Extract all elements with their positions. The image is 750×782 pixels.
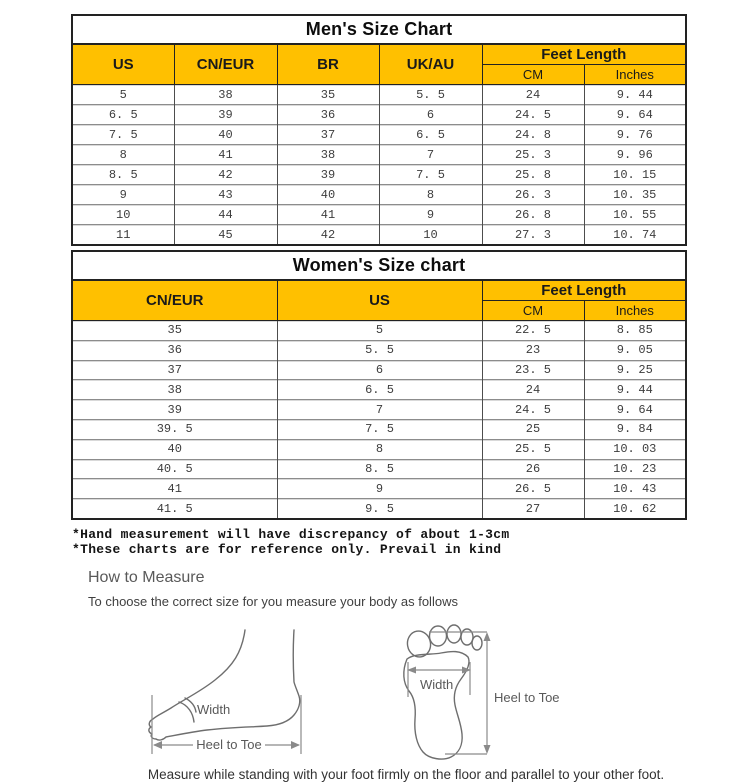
table-row	[72, 360, 686, 380]
bottom-length-label: Heel to Toe	[494, 689, 560, 705]
size-value-cell: 40	[174, 125, 277, 145]
table-row	[72, 340, 686, 360]
foot-side-view-diagram	[145, 618, 325, 760]
disclaimer-notes	[72, 527, 750, 558]
side-length-label: Heel to Toe	[196, 736, 262, 752]
size-value-cell: 6. 5	[72, 105, 174, 125]
size-value-cell: 37	[277, 125, 379, 145]
size-value-cell: 9	[72, 185, 174, 205]
size-value-cell: 7. 5	[277, 419, 482, 439]
size-value-cell: 42	[174, 165, 277, 185]
size-value-cell: 7	[277, 400, 482, 420]
size-value-cell: 25	[482, 419, 584, 439]
size-value-cell: 41	[174, 145, 277, 165]
size-value-cell: 39. 5	[72, 419, 277, 439]
size-value-cell: 10	[379, 225, 482, 246]
size-value-cell: 8	[72, 145, 174, 165]
size-value-cell: 8	[277, 439, 482, 459]
size-value-cell: 27	[482, 499, 584, 519]
mens-col-cneur: CN/EUR	[174, 44, 277, 85]
table-row	[72, 419, 686, 439]
size-value-cell: 6. 5	[379, 125, 482, 145]
size-value-cell: 38	[277, 145, 379, 165]
size-value-cell: 40	[277, 185, 379, 205]
womens-col-feet-length: Feet Length	[482, 280, 686, 301]
size-value-cell: 36	[277, 105, 379, 125]
size-value-cell: 26. 3	[482, 185, 584, 205]
size-value-cell: 43	[174, 185, 277, 205]
size-value-cell: 8. 5	[277, 459, 482, 479]
size-value-cell: 10. 55	[584, 205, 686, 225]
womens-table-body	[72, 321, 686, 519]
table-row	[72, 185, 686, 205]
mens-col-ukau: UK/AU	[379, 44, 482, 85]
size-value-cell: 24. 5	[482, 400, 584, 420]
size-value-cell: 6. 5	[277, 380, 482, 400]
how-to-measure-heading: How to Measure	[88, 568, 205, 586]
measurement-diagrams	[0, 615, 750, 763]
size-value-cell: 40. 5	[72, 459, 277, 479]
size-value-cell: 25. 8	[482, 165, 584, 185]
size-value-cell: 41	[72, 479, 277, 499]
size-value-cell: 8. 85	[584, 321, 686, 341]
size-value-cell: 10. 43	[584, 479, 686, 499]
table-row	[72, 479, 686, 499]
size-value-cell: 38	[72, 380, 277, 400]
size-value-cell: 38	[174, 85, 277, 105]
size-value-cell: 9. 05	[584, 340, 686, 360]
mens-col-inches: Inches	[584, 65, 686, 85]
mens-col-br: BR	[277, 44, 379, 85]
table-row	[72, 380, 686, 400]
size-value-cell: 37	[72, 360, 277, 380]
size-value-cell: 6	[379, 105, 482, 125]
size-value-cell: 11	[72, 225, 174, 246]
womens-col-inches: Inches	[584, 301, 686, 321]
size-value-cell: 9. 64	[584, 105, 686, 125]
table-row	[72, 125, 686, 145]
table-row	[72, 85, 686, 105]
note-line-1: *Hand measurement will have discrepancy of about 1-3cm	[72, 526, 510, 542]
size-value-cell: 8. 5	[72, 165, 174, 185]
mens-chart-title: Men's Size Chart	[72, 15, 686, 44]
size-value-cell: 9. 44	[584, 85, 686, 105]
size-value-cell: 10. 74	[584, 225, 686, 246]
size-value-cell: 10	[72, 205, 174, 225]
size-value-cell: 9. 96	[584, 145, 686, 165]
size-value-cell: 39	[174, 105, 277, 125]
size-value-cell: 39	[72, 400, 277, 420]
table-row	[72, 165, 686, 185]
size-value-cell: 10. 35	[584, 185, 686, 205]
size-value-cell: 7	[379, 145, 482, 165]
size-value-cell: 24. 8	[482, 125, 584, 145]
table-row	[72, 459, 686, 479]
table-row	[72, 225, 686, 246]
size-value-cell: 5	[277, 321, 482, 341]
size-value-cell: 41. 5	[72, 499, 277, 519]
length-arrowhead-down-icon	[484, 745, 491, 754]
size-value-cell: 8	[379, 185, 482, 205]
measure-instruction-footer: Measure while standing with your foot firmly on the floor and parallel to your other foot.	[147, 766, 665, 782]
mens-col-feet-length: Feet Length	[482, 44, 686, 65]
size-value-cell: 26	[482, 459, 584, 479]
toe5-outline	[472, 636, 482, 650]
table-row	[72, 145, 686, 165]
size-value-cell: 44	[174, 205, 277, 225]
foot-bottom-view-diagram	[393, 615, 568, 763]
size-value-cell: 40	[72, 439, 277, 459]
size-value-cell: 5. 5	[277, 340, 482, 360]
size-value-cell: 35	[72, 321, 277, 341]
length-arrowhead-up-icon	[484, 632, 491, 641]
table-row	[72, 321, 686, 341]
size-value-cell: 7. 5	[379, 165, 482, 185]
foot-width-band-line	[179, 702, 194, 722]
mens-col-cm: CM	[482, 65, 584, 85]
table-row	[72, 205, 686, 225]
womens-col-us: US	[277, 280, 482, 321]
size-value-cell: 5. 5	[379, 85, 482, 105]
size-value-cell: 6	[277, 360, 482, 380]
size-value-cell: 42	[277, 225, 379, 246]
mens-col-us: US	[72, 44, 174, 85]
size-value-cell: 23	[482, 340, 584, 360]
womens-col-cm: CM	[482, 301, 584, 321]
size-value-cell: 36	[72, 340, 277, 360]
size-value-cell: 7. 5	[72, 125, 174, 145]
size-value-cell: 9. 64	[584, 400, 686, 420]
size-value-cell: 9	[379, 205, 482, 225]
mens-table-body	[72, 85, 686, 246]
womens-size-table	[71, 250, 687, 520]
table-row	[72, 499, 686, 519]
note-line-2: *These charts are for reference only. Prevail in kind	[72, 542, 502, 558]
arrowhead-right-icon	[291, 741, 300, 749]
size-value-cell: 10. 03	[584, 439, 686, 459]
size-value-cell: 39	[277, 165, 379, 185]
size-value-cell: 10. 62	[584, 499, 686, 519]
size-value-cell: 9	[277, 479, 482, 499]
size-value-cell: 5	[72, 85, 174, 105]
size-value-cell: 23. 5	[482, 360, 584, 380]
bottom-width-label: Width	[420, 676, 454, 692]
foot-side-outline	[149, 630, 300, 740]
size-value-cell: 22. 5	[482, 321, 584, 341]
toe2-outline	[430, 626, 447, 646]
size-value-cell: 10. 15	[584, 165, 686, 185]
side-width-label: Width	[197, 701, 231, 717]
size-value-cell: 25. 5	[482, 439, 584, 459]
size-value-cell: 25. 3	[482, 145, 584, 165]
table-row	[72, 105, 686, 125]
table-row	[72, 400, 686, 420]
size-value-cell: 24	[482, 380, 584, 400]
size-value-cell: 24. 5	[482, 105, 584, 125]
size-value-cell: 24	[482, 85, 584, 105]
arrowhead-left-icon	[153, 741, 162, 749]
womens-chart-title: Women's Size chart	[72, 251, 686, 280]
how-to-measure-subtitle: To choose the correct size for you measure your body as follows	[88, 593, 458, 609]
size-value-cell: 9. 76	[584, 125, 686, 145]
size-value-cell: 9. 5	[277, 499, 482, 519]
size-value-cell: 45	[174, 225, 277, 246]
size-value-cell: 9. 25	[584, 360, 686, 380]
mens-size-table	[71, 14, 687, 246]
size-value-cell: 9. 84	[584, 419, 686, 439]
size-value-cell: 26. 5	[482, 479, 584, 499]
size-value-cell: 35	[277, 85, 379, 105]
size-value-cell: 26. 8	[482, 205, 584, 225]
womens-col-cneur: CN/EUR	[72, 280, 277, 321]
table-row	[72, 439, 686, 459]
size-value-cell: 9. 44	[584, 380, 686, 400]
size-value-cell: 10. 23	[584, 459, 686, 479]
size-value-cell: 41	[277, 205, 379, 225]
size-value-cell: 27. 3	[482, 225, 584, 246]
toe3-outline	[447, 625, 461, 643]
